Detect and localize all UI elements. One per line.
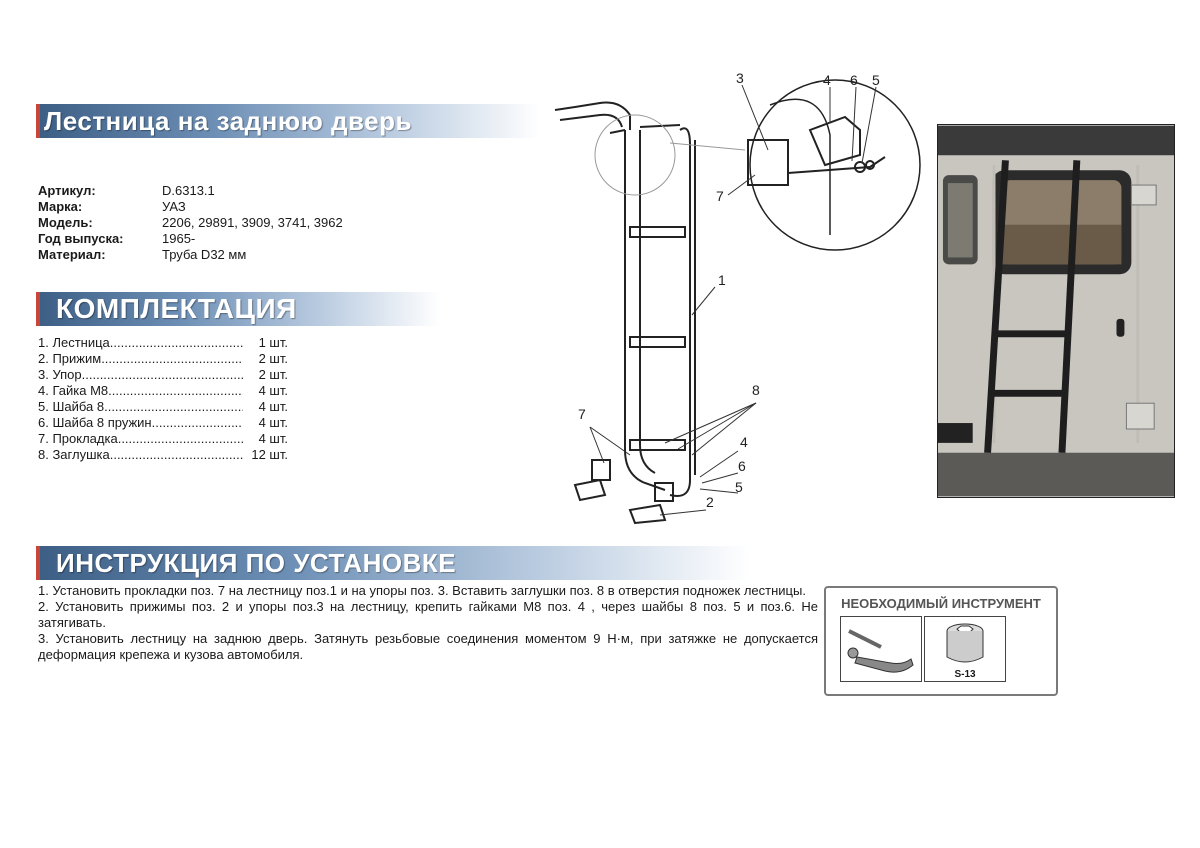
- callout-7: 7: [578, 406, 586, 422]
- kit-item-qty: 4 шт.: [258, 431, 288, 446]
- kit-item-qty: 1 шт.: [258, 335, 288, 350]
- detail-callout-6: 6: [850, 72, 858, 88]
- assembly-diagram: [530, 55, 930, 535]
- spec-row: [38, 199, 343, 215]
- kit-item-name: 7. Прокладка .....: [38, 431, 243, 447]
- kit-item-qty: 4 шт.: [258, 399, 288, 414]
- kit-item-qty: 2 шт.: [258, 351, 288, 366]
- instruction-step: 1. Установить прокладки поз. 7 на лестницу поз.1 и на упоры поз. 3. Вставить заглушки поз. 8 в отверстия подножек лестницы.: [38, 583, 806, 598]
- detail-callout-7: 7: [716, 188, 724, 204]
- spec-value: 2206, 29891, 3909, 3741, 3962: [162, 215, 343, 230]
- spec-label: Модель:: [38, 215, 93, 230]
- installed-ladder-photo: [937, 124, 1175, 498]
- kit-item-name: 4. Гайка М8 .....: [38, 383, 243, 399]
- socket-size-label: S-13: [954, 669, 976, 680]
- kit-banner: [36, 292, 440, 326]
- spec-value: D.6313.1: [162, 183, 215, 198]
- kit-item-qty: 4 шт.: [258, 415, 288, 430]
- instruction-step: 3. Установить лестницу на заднюю дверь. Затянуть резьбовые соединения моментом 9 Н·м, при затяжке не допускается деформация крепежа и кузова автомобиля.: [38, 631, 818, 662]
- kit-item: [38, 447, 288, 463]
- title-banner: [36, 104, 540, 138]
- spec-label: Год выпуска:: [38, 231, 124, 246]
- instruction-step: 2. Установить прижимы поз. 2 и упоры поз.3 на лестницу, крепить гайками М8 поз. 4 , через шайбы 8 поз. 5 и поз.6. Не затягивать.: [38, 599, 818, 630]
- kit-item-qty: 12 шт.: [251, 447, 288, 462]
- ladder-left-rail: [625, 130, 665, 490]
- spec-row: [38, 231, 343, 247]
- callout-8: 8: [752, 382, 760, 398]
- detail-callout-4: 4: [823, 72, 831, 88]
- tools-panel: [824, 586, 1058, 696]
- callout-6: 6: [738, 458, 746, 474]
- spec-row: [38, 183, 343, 199]
- callout-1: 1: [718, 272, 726, 288]
- kit-item: [38, 431, 288, 447]
- callout-5: 5: [735, 479, 743, 495]
- rung: [630, 337, 685, 347]
- kit-list: [38, 335, 288, 463]
- kit-item-name: 5. Шайба 8 .....: [38, 399, 243, 415]
- kit-item-name: 2. Прижим .....: [38, 351, 243, 367]
- kit-item: [38, 399, 288, 415]
- page-title: Лестница на заднюю дверь: [44, 105, 412, 136]
- instructions-text: [38, 583, 818, 663]
- kit-item: [38, 367, 288, 383]
- kit-heading: КОМПЛЕКТАЦИЯ: [56, 293, 297, 324]
- instructions-heading: ИНСТРУКЦИЯ ПО УСТАНОВКЕ: [56, 547, 457, 578]
- kit-item-qty: 2 шт.: [258, 367, 288, 382]
- spec-row: [38, 247, 343, 263]
- tool-ratchet: [840, 616, 922, 682]
- specs-table: [38, 183, 343, 263]
- spec-row: [38, 215, 343, 231]
- kit-item-qty: 4 шт.: [258, 383, 288, 398]
- detail-callout-5: 5: [872, 72, 880, 88]
- kit-item: [38, 415, 288, 431]
- ratchet-wrench-icon: [841, 617, 921, 681]
- spec-value: 1965-: [162, 231, 196, 246]
- spec-label: Марка:: [38, 199, 83, 214]
- callout-2: 2: [706, 494, 714, 510]
- tool-socket: [924, 616, 1006, 682]
- rung: [630, 440, 685, 450]
- rung: [630, 227, 685, 237]
- callout-4: 4: [740, 434, 748, 450]
- spec-label: Материал:: [38, 247, 106, 262]
- kit-item-name: 8. Заглушка .....: [38, 447, 243, 463]
- spec-label: Артикул:: [38, 183, 96, 198]
- kit-item: [38, 351, 288, 367]
- kit-item: [38, 383, 288, 399]
- spec-value: УАЗ: [162, 199, 186, 214]
- instructions-banner: [36, 546, 750, 580]
- tools-title: НЕОБХОДИМЫЙ ИНСТРУМЕНТ: [841, 596, 1041, 611]
- kit-item-name: 6. Шайба 8 пружин. .....: [38, 415, 243, 431]
- kit-item-name: 3. Упор .....: [38, 367, 243, 383]
- kit-item-name: 1. Лестница .....: [38, 335, 243, 351]
- spec-value: Труба D32 мм: [162, 247, 247, 262]
- callout-3: 3: [736, 70, 744, 86]
- kit-item: [38, 335, 288, 351]
